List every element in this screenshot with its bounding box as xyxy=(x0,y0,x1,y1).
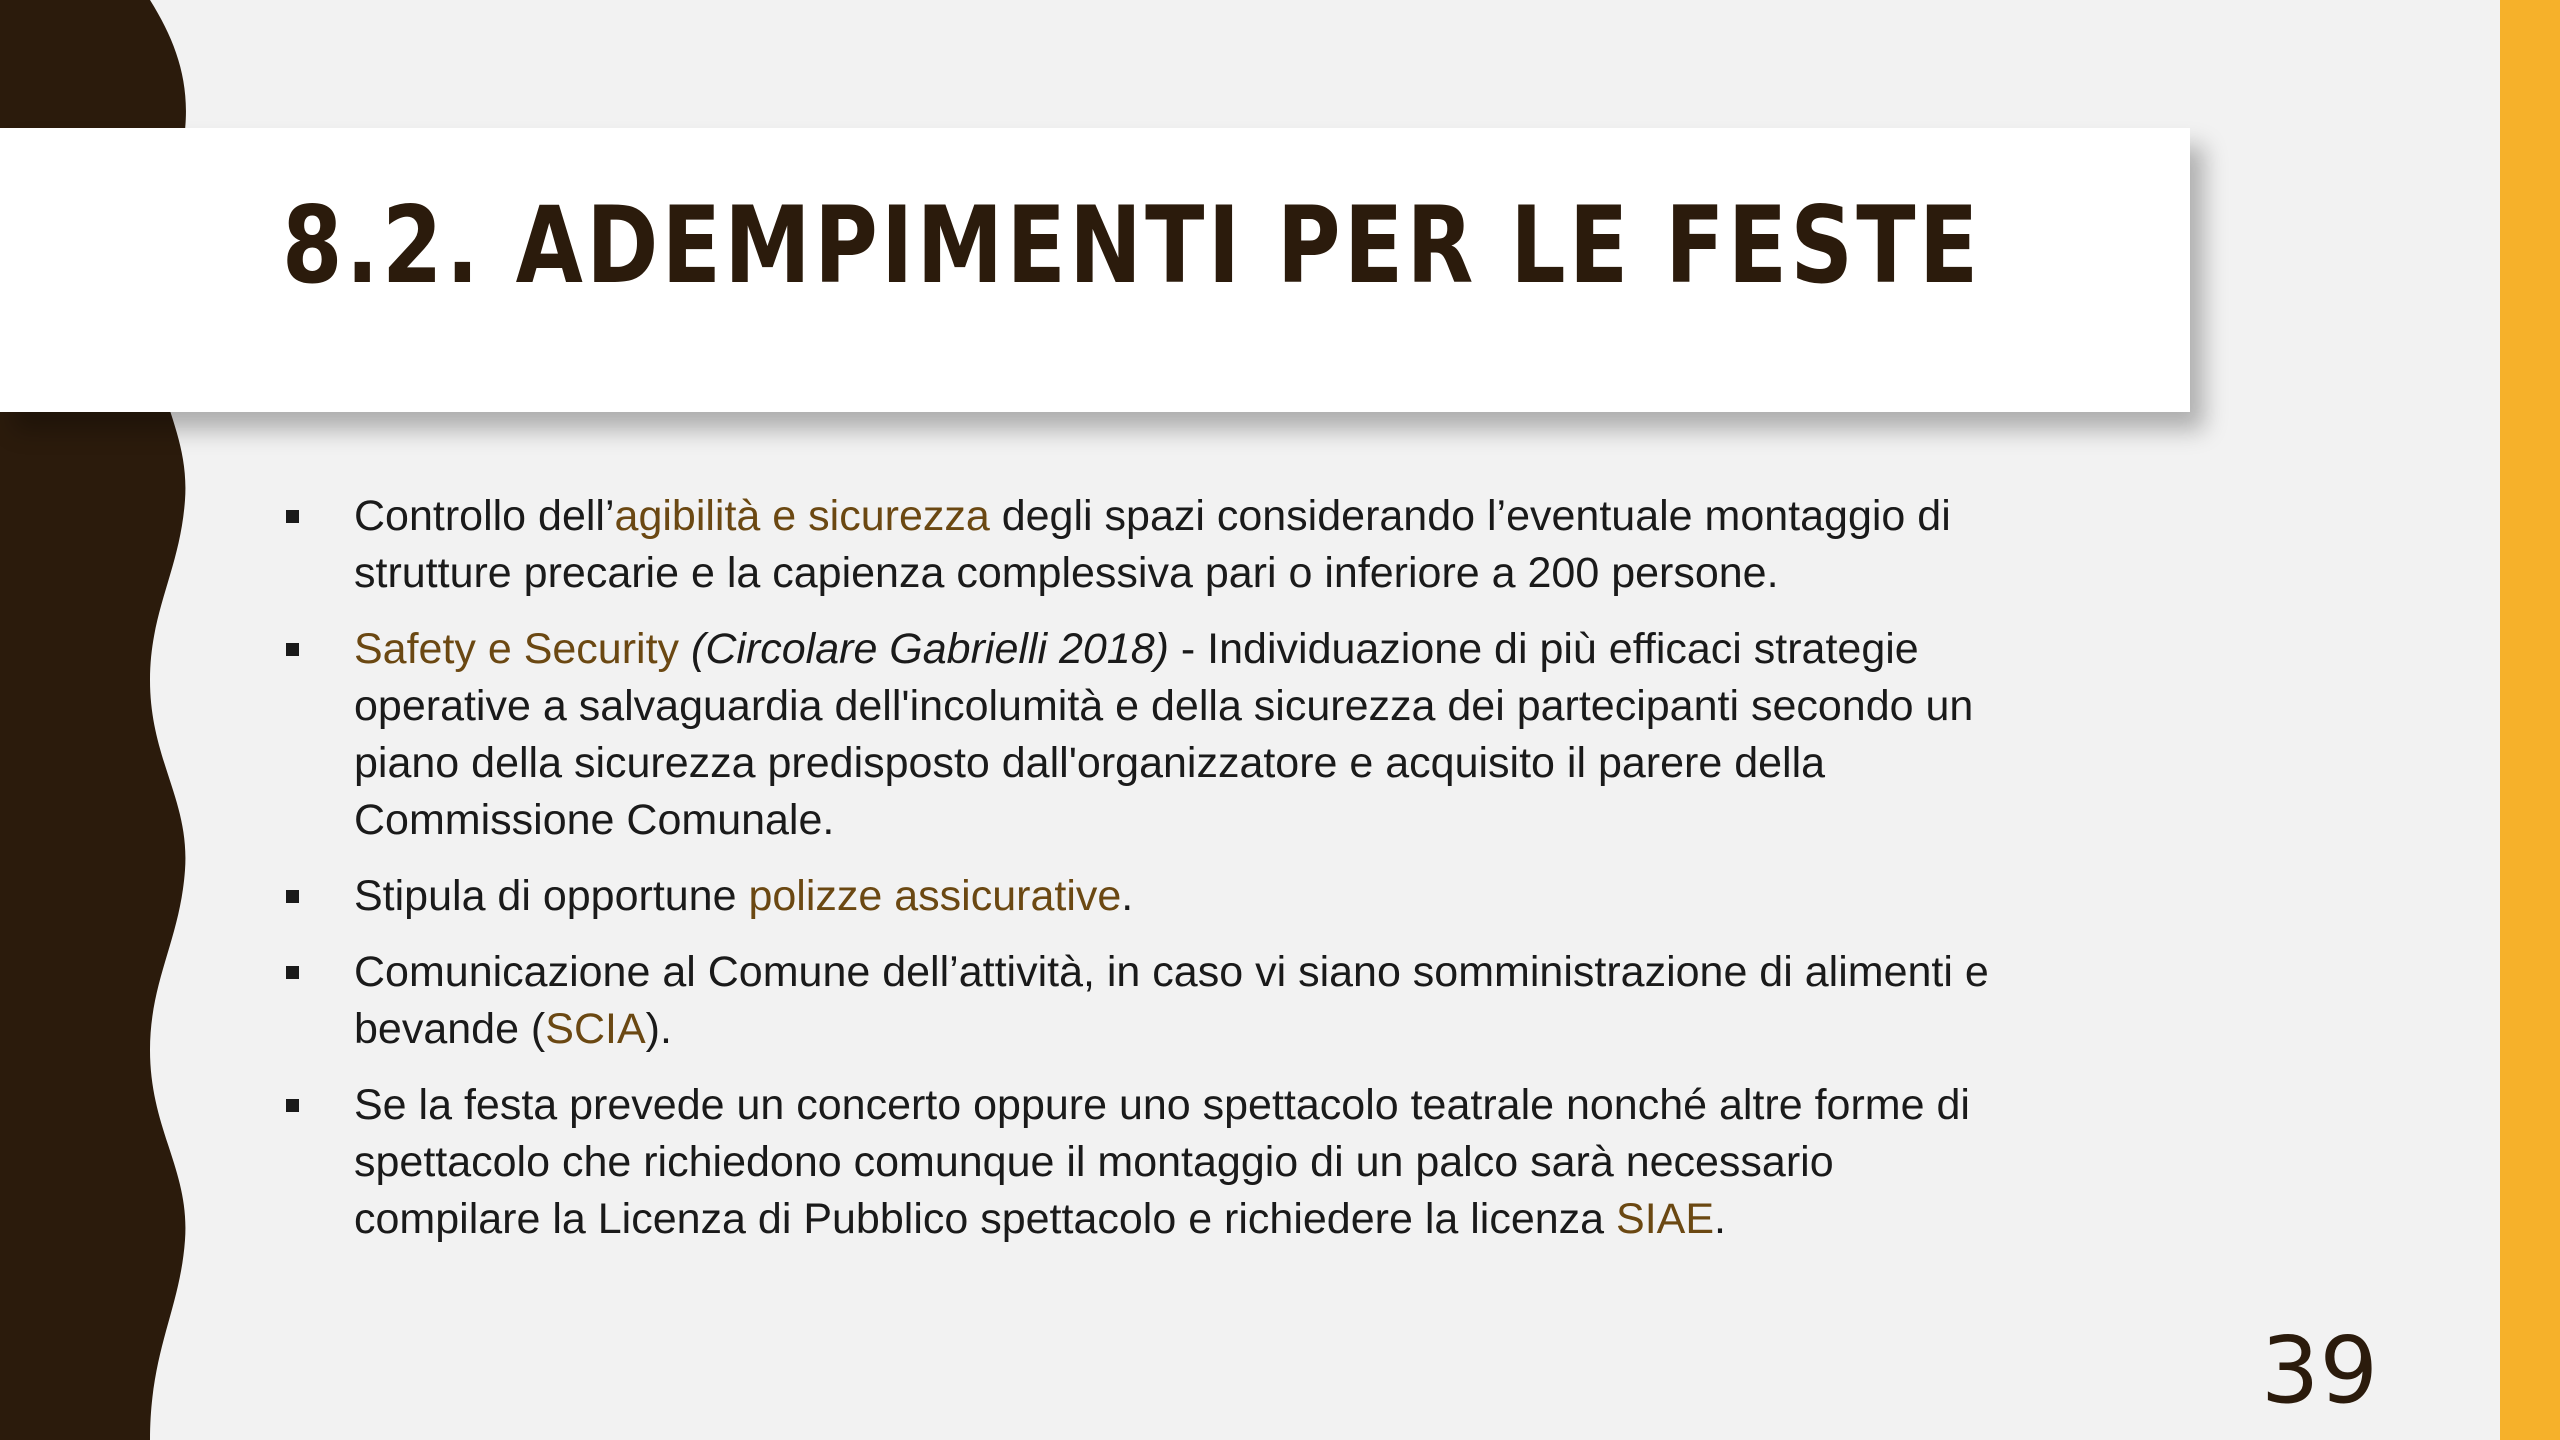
accent-sidebar-bar xyxy=(2500,0,2560,1440)
bullet-square-icon xyxy=(286,510,299,523)
slide-title: 8.2. ADEMPIMENTI PER LE FESTE xyxy=(282,184,1982,307)
bullet-text: Stipula di opportune xyxy=(354,872,749,920)
bullet-text: Comunicazione al Comune dell’attività, in caso vi siano somministrazione di alimenti e bevande ( xyxy=(354,948,1989,1053)
highlighted-text: polizze assicurative xyxy=(748,872,1122,920)
bullet-text: ). xyxy=(645,1005,672,1053)
bullet-text xyxy=(679,625,691,673)
highlighted-text: SCIA xyxy=(545,1005,646,1053)
bullet-text: Controllo dell’ xyxy=(354,492,615,540)
highlighted-text: agibilità e sicurezza xyxy=(614,492,990,540)
bullet-text: . xyxy=(1121,872,1134,920)
bullet-square-icon xyxy=(286,1099,299,1112)
bullet-text: degli spazi considerando l’eventuale montaggio di strutture precarie e la capienza complessiva pari o inferiore a 200 persone. xyxy=(354,492,1951,597)
bullet-text: - Individuazione di più efficaci strategie operative a salvaguardia dell'incolumità e della sicurezza dei partecipanti secondo un piano della sicurezza predisposto dall'organizzatore e acquisito il parere della Commissione Comunale. xyxy=(354,625,1974,844)
bullet-square-icon xyxy=(286,643,299,656)
bullet-item xyxy=(282,621,2022,849)
bullet-square-icon xyxy=(286,890,299,903)
bullet-item xyxy=(282,868,2022,925)
bullet-text: . xyxy=(1714,1195,1726,1243)
bullet-text: Se la festa prevede un concerto oppure uno spettacolo teatrale nonché altre forme di spettacolo che richiedono comunque il montaggio di un palco sarà necessario compilare la Licenza di Pubblico spettacolo e richiedere la licenza xyxy=(354,1081,1970,1243)
bullet-item xyxy=(282,488,2022,602)
bullet-item xyxy=(282,944,2022,1058)
bullet-text: (Circolare Gabrielli 2018) xyxy=(691,625,1169,673)
page-number: 39 xyxy=(2260,1317,2378,1424)
highlighted-text: Safety e Security xyxy=(354,625,680,673)
bullet-square-icon xyxy=(286,966,299,979)
bullet-item xyxy=(282,1077,2022,1248)
bullet-list xyxy=(282,488,2022,1267)
highlighted-text: SIAE xyxy=(1616,1195,1715,1243)
